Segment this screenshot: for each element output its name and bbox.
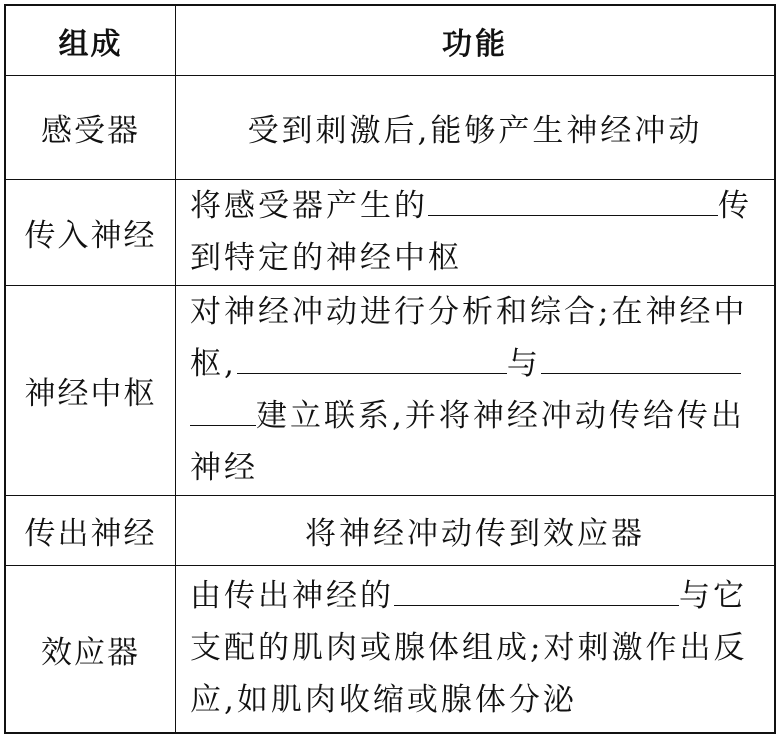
table-header-row	[6, 6, 774, 76]
effector-text-2: 与它	[679, 578, 747, 614]
component-effector: 效应器	[6, 566, 176, 732]
afferent-text-1: 将感受器产生的	[190, 188, 428, 224]
function-table	[4, 4, 776, 734]
effector-text-4: 应,如肌肉收缩或腺体分泌	[190, 682, 577, 718]
effector-text-1: 由传出神经的	[190, 578, 394, 614]
table-row-afferent-nerve	[6, 180, 774, 286]
header-component: 组成	[6, 6, 176, 75]
center-text-5: 神经	[190, 450, 258, 486]
table-row-efferent-nerve	[6, 496, 774, 566]
function-nerve-center	[176, 286, 774, 495]
function-receptor: 受到刺激后,能够产生神经冲动	[247, 113, 703, 149]
center-text-4: 建立联系,并将神经冲动传给传出	[256, 398, 745, 434]
table-row-receptor	[6, 76, 774, 180]
center-blank-2a[interactable]	[541, 339, 741, 374]
component-afferent-nerve: 传入神经	[6, 180, 176, 285]
component-receptor: 感受器	[6, 76, 176, 179]
component-nerve-center: 神经中枢	[6, 286, 176, 495]
function-efferent-nerve: 将神经冲动传到效应器	[305, 516, 645, 552]
center-blank-1[interactable]	[237, 339, 507, 374]
afferent-blank-1[interactable]	[428, 181, 718, 216]
center-blank-2b[interactable]	[190, 391, 256, 426]
center-text-2: 枢,	[190, 346, 237, 382]
effector-text-3: 支配的肌肉或腺体组成;对刺激作出反	[190, 630, 748, 666]
function-afferent-nerve	[176, 180, 774, 285]
effector-blank-1[interactable]	[394, 571, 679, 606]
table-row-effector	[6, 566, 774, 732]
function-effector	[176, 566, 774, 732]
header-function: 功能	[442, 26, 508, 62]
component-efferent-nerve: 传出神经	[6, 496, 176, 565]
center-text-3: 与	[506, 346, 541, 382]
afferent-text-3: 到特定的神经中枢	[190, 240, 462, 276]
table-row-nerve-center	[6, 286, 774, 496]
afferent-text-2: 传	[718, 188, 752, 224]
center-text-1: 对神经冲动进行分析和综合;在神经中	[190, 294, 748, 330]
